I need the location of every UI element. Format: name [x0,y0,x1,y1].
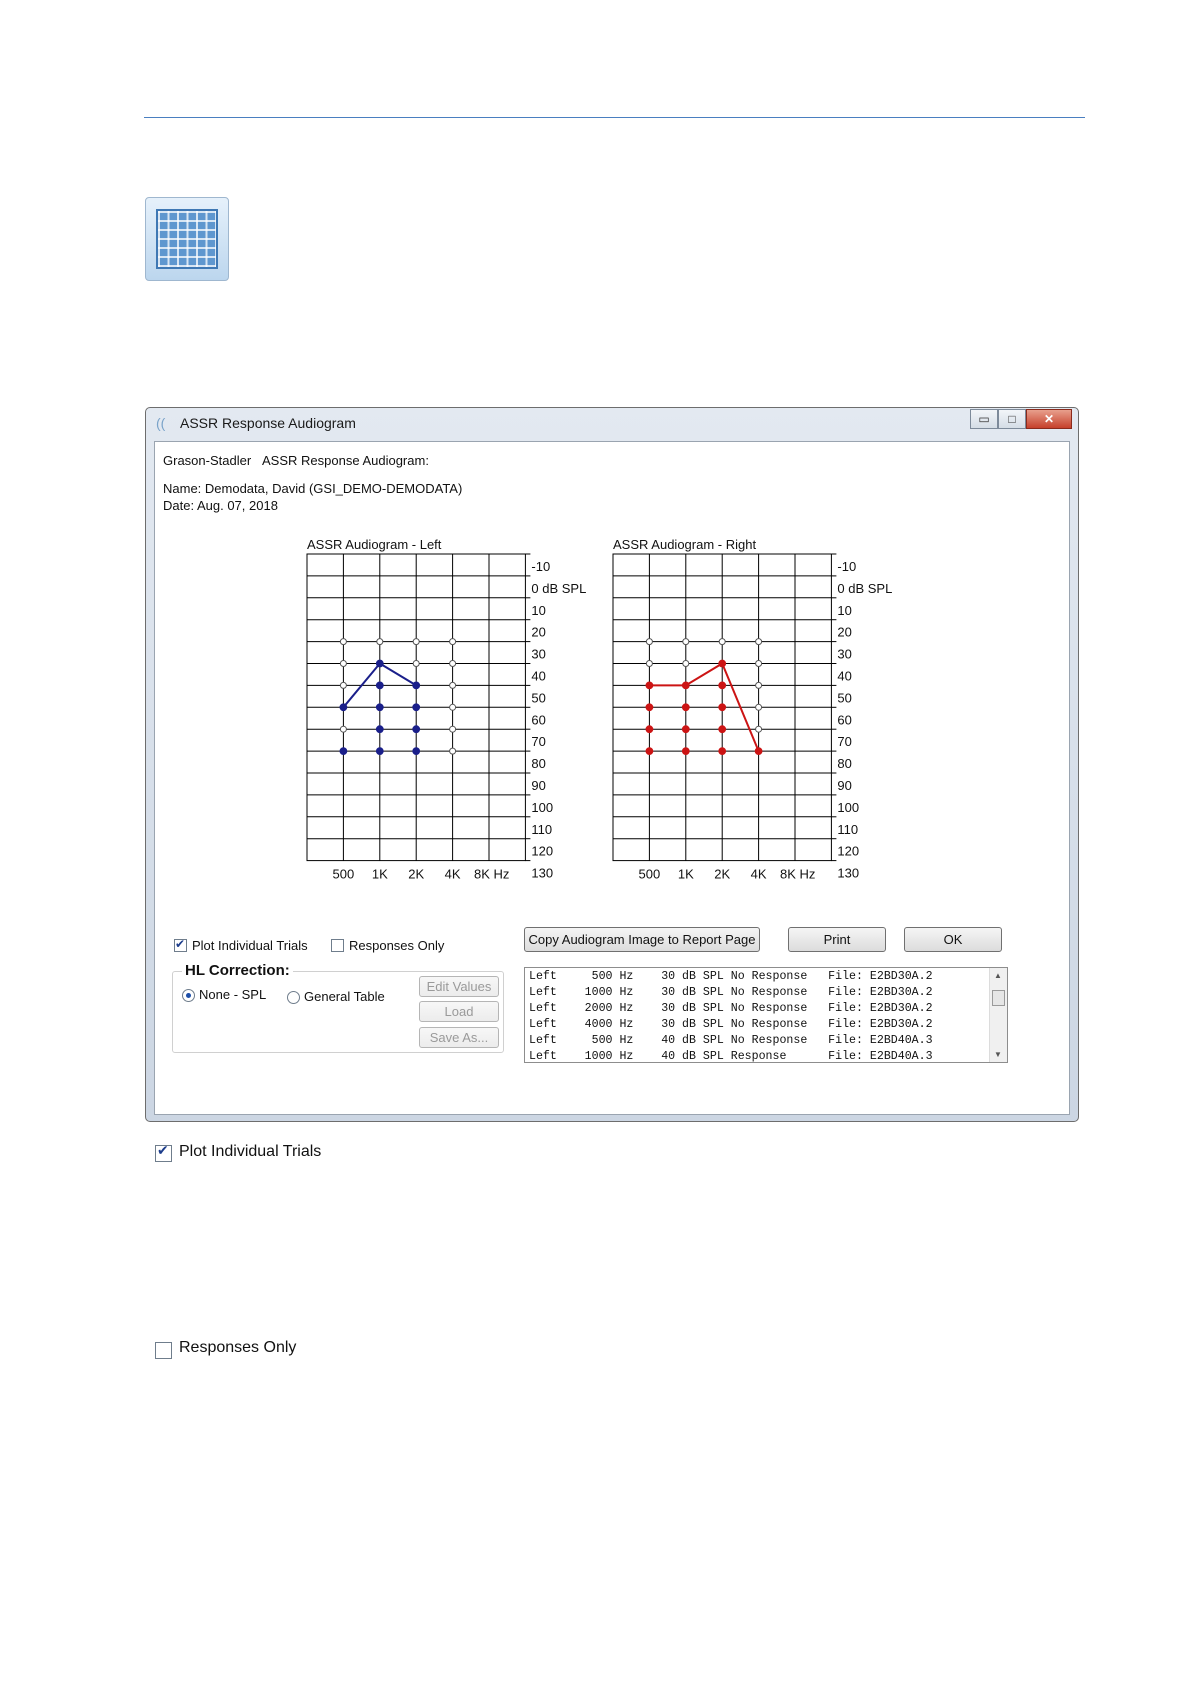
log-scrollbar[interactable] [989,968,1008,1062]
signal-icon: (( [156,415,166,431]
response-marker [376,660,383,667]
assr-response-audiogram-window [145,407,1079,1122]
response-marker [682,682,689,689]
y-tick-label: 40 [837,668,852,684]
response-marker [682,726,689,733]
x-tick-label: 8K Hz [780,866,816,882]
no-response-marker [646,639,652,645]
y-tick-label: 0 dB SPL [531,580,587,596]
x-tick-label: 4K [750,866,767,882]
scroll-thumb[interactable] [992,990,1005,1006]
y-tick-label: 130 [531,865,554,881]
response-marker [646,704,653,711]
no-response-marker [683,639,689,645]
scroll-up-icon[interactable]: ▲ [994,971,1002,980]
plot-individual-trials-label: Plot Individual Trials [192,938,308,953]
no-response-marker [377,639,383,645]
y-tick-label: 50 [531,690,546,706]
hl-correction-title: HL Correction: [182,962,293,979]
x-tick-label: 1K [371,866,388,882]
x-tick-label: 4K [444,866,461,882]
response-marker [755,748,762,755]
y-tick-label: 130 [837,865,860,881]
no-response-marker [756,682,762,688]
no-response-marker [756,639,762,645]
general-table-radio[interactable] [287,991,300,1004]
y-tick-label: 110 [531,821,553,837]
response-marker [340,704,347,711]
log-line: Left 2000 Hz 30 dB SPL No Response File: E2BD30A.2 [529,1002,933,1015]
response-marker [646,748,653,755]
response-marker [413,748,420,755]
response-marker [719,704,726,711]
x-tick-label: 500 [638,866,661,882]
no-response-marker [756,661,762,667]
save-as-button[interactable]: Save As... [419,1027,499,1048]
window-controls [970,409,1072,431]
y-tick-label: 120 [531,843,554,859]
plot-individual-trials-checkbox[interactable] [174,939,187,952]
log-line: Left 1000 Hz 40 dB SPL Response File: E2BD40A.3 [529,1050,933,1063]
response-marker [376,748,383,755]
window-title: ASSR Response Audiogram [180,415,356,431]
y-tick-label: -10 [531,559,551,574]
header-right: ASSR Response Audiogram: [262,453,429,468]
grid-table-icon [145,197,229,281]
log-line: Left 500 Hz 30 dB SPL No Response File: E2BD30A.2 [529,970,933,983]
plot-individual-trials-checkbox-sample [155,1145,172,1162]
no-response-marker [340,682,346,688]
responses-only-checkbox[interactable] [331,939,344,952]
no-response-marker [756,704,762,710]
y-tick-label: 120 [837,843,860,859]
no-response-marker [450,704,456,710]
no-response-marker [646,661,652,667]
response-marker [340,748,347,755]
scroll-down-icon[interactable]: ▼ [994,1050,1002,1059]
close-button[interactable]: ✕ [1026,409,1072,429]
y-tick-label: 70 [837,734,852,750]
no-response-marker [340,661,346,667]
y-tick-label: 30 [837,646,852,662]
y-tick-label: 10 [837,602,852,618]
response-marker [719,660,726,667]
audiogram-left-chart [305,525,605,895]
log-line: Left 4000 Hz 30 dB SPL No Response File: E2BD30A.2 [529,1018,933,1031]
y-tick-label: 20 [837,624,852,640]
response-marker [719,748,726,755]
log-line: Left 500 Hz 40 dB SPL No Response File: E2BD40A.3 [529,1034,933,1047]
edit-values-button[interactable]: Edit Values [419,976,499,997]
response-marker [719,682,726,689]
y-tick-label: 110 [837,821,859,837]
response-marker [682,704,689,711]
response-marker [719,726,726,733]
response-marker [646,726,653,733]
y-tick-label: -10 [837,559,857,574]
y-tick-label: 40 [531,668,546,684]
log-line: Left 1000 Hz 30 dB SPL No Response File: E2BD30A.2 [529,986,933,999]
y-tick-label: 100 [837,799,860,815]
no-response-marker [413,639,419,645]
load-button[interactable]: Load [419,1001,499,1022]
y-tick-label: 20 [531,624,546,640]
x-tick-label: 2K [408,866,425,882]
y-tick-label: 80 [837,756,852,772]
chart-title: ASSR Audiogram - Left [307,537,442,552]
no-response-marker [450,682,456,688]
response-marker [376,704,383,711]
y-tick-label: 30 [531,646,546,662]
response-marker [376,726,383,733]
y-tick-label: 50 [837,690,852,706]
header-left: Grason-Stadler [163,453,252,468]
none-spl-label: None - SPL [199,987,267,1002]
no-response-marker [450,726,456,732]
x-tick-label: 8K Hz [474,866,510,882]
ok-button[interactable]: OK [904,927,1002,952]
maximize-button[interactable]: □ [998,409,1026,429]
plot-individual-trials-caption: Plot Individual Trials [179,1143,322,1160]
y-tick-label: 90 [531,778,546,793]
responses-only-caption: Responses Only [179,1339,297,1356]
response-marker [682,748,689,755]
no-response-marker [340,639,346,645]
y-tick-label: 80 [531,756,546,772]
no-response-marker [413,661,419,667]
y-tick-label: 100 [531,799,554,815]
no-response-marker [756,726,762,732]
x-tick-label: 2K [714,866,731,882]
no-response-marker [450,639,456,645]
response-marker [413,726,420,733]
y-tick-label: 0 dB SPL [837,580,893,596]
no-response-marker [340,726,346,732]
x-tick-label: 500 [332,866,355,882]
none-spl-radio[interactable] [182,989,195,1002]
y-tick-label: 10 [531,602,546,618]
y-tick-label: 60 [837,712,852,728]
no-response-marker [450,661,456,667]
print-button[interactable]: Print [788,927,886,952]
responses-only-checkbox-sample [155,1342,172,1359]
chart-title: ASSR Audiogram - Right [613,537,757,552]
no-response-marker [450,748,456,754]
no-response-marker [719,639,725,645]
general-table-label: General Table [304,989,385,1004]
audiogram-right-chart [611,525,911,895]
copy-audiogram-button[interactable]: Copy Audiogram Image to Report Page [524,927,760,952]
patient-name: Name: Demodata, David (GSI_DEMO-DEMODATA) [163,481,463,496]
y-tick-label: 60 [531,712,546,728]
y-tick-label: 70 [531,734,546,750]
response-marker [413,682,420,689]
top-rule [144,117,1085,118]
no-response-marker [683,661,689,667]
x-tick-label: 1K [677,866,694,882]
title-bar[interactable] [146,408,1078,438]
client-area [154,441,1070,1115]
minimize-button[interactable]: ▭ [970,409,998,429]
trial-log-list[interactable] [524,967,1008,1063]
response-marker [413,704,420,711]
test-date: Date: Aug. 07, 2018 [163,498,278,513]
y-tick-label: 90 [837,778,852,793]
responses-only-label: Responses Only [349,938,445,953]
response-marker [646,682,653,689]
hl-correction-group [172,962,504,1053]
response-marker [376,682,383,689]
